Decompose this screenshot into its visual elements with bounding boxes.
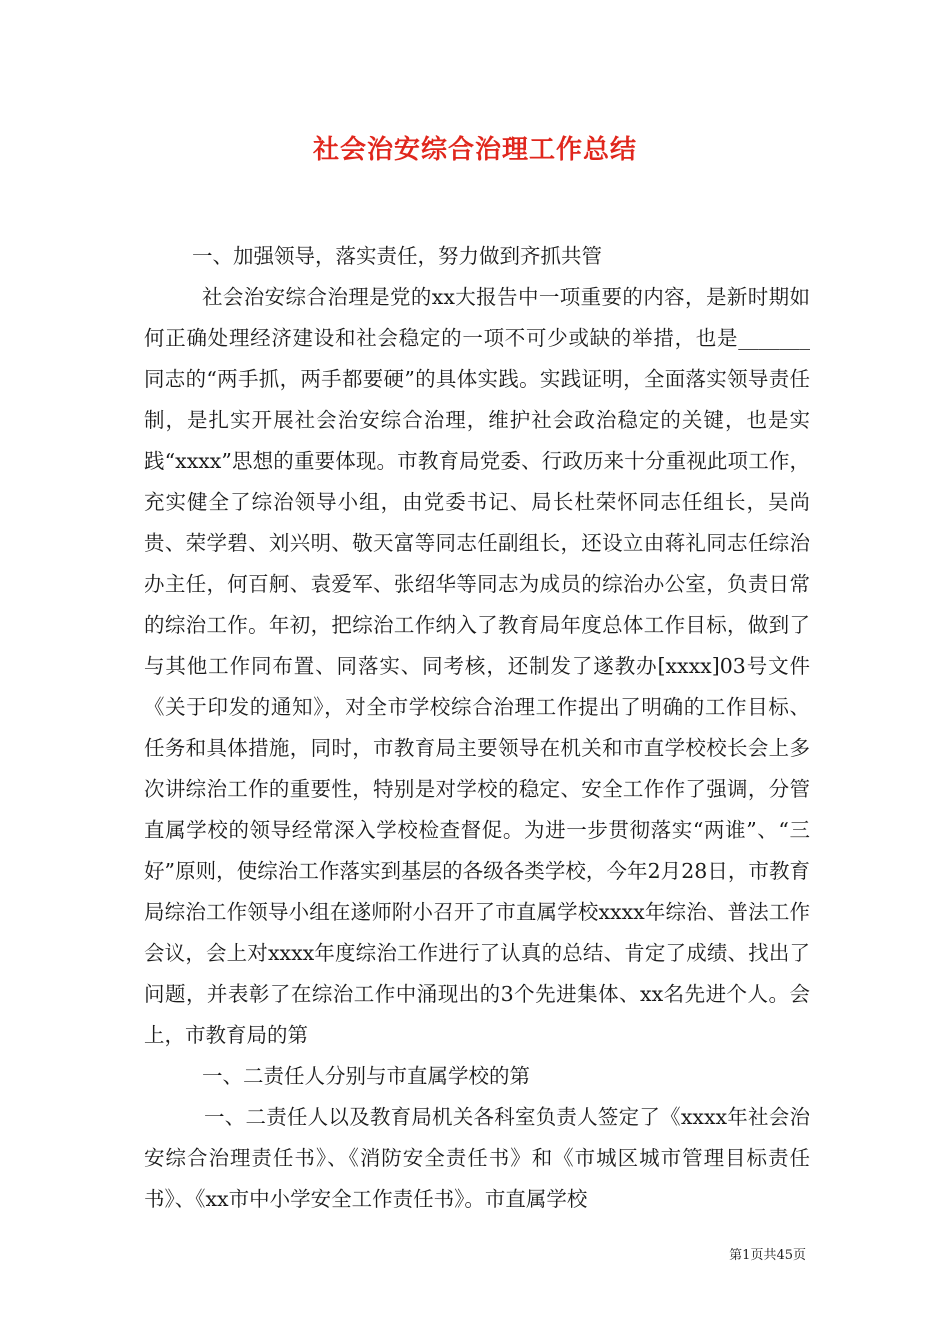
page-number-footer: 第1页共45页 bbox=[729, 1248, 806, 1263]
body-subheading: 一、二责任人分别与市直属学校的第 bbox=[202, 1064, 530, 1088]
document-body bbox=[144, 236, 810, 1220]
body-paragraph-1: 社会治安综合治理是党的xx大报告中一项重要的内容，是新时期如何正确处理经济建设和社会稳定的一项不可少或缺的举措，也是_______同志的“两手抓，两手都要硬”的具体实践。实践证明，全面落实领导责任制，是扎实开展社会治安综合治理，维护社会政治稳定的关键，也是实践“xxxx”思想的重要体现。市教育局党委、行政历来十分重视此项工作，充实健全了综治领导小组，由党委书记、局长杜荣怀同志任组长，吴尚贵、荣学碧、刘兴明、敬天富等同志任副组长，还设立由蒋礼同志任综治办主任，何百舸、袁爱军、张绍华等同志为成员的综治办公室，负责日常的综治工作。年初，把综治工作纳入了教育局年度总体工作目标，做到了与其他工作同布置、同落实、同考核，还制发了遂教办[xxxx]03号文件《关于印发的通知》，对全市学校综合治理工作提出了明确的工作目标、任务和具体措施，同时，市教育局主要领导在机关和市直学校校长会上多次讲综治工作的重要性，特别是对学校的稳定、安全工作作了强调，分管直属学校的领导经常深入学校检查督促。为进一步贯彻落实“两谁”、“三好”原则，使综治工作落实到基层的各级各类学校，今年2月28日，市教育局综治工作领导小组在遂师附小召开了市直属学校xxxx年综治、普法工作会议，会上对xxxx年度综治工作进行了认真的总结、肯定了成绩、找出了问题，并表彰了在综治工作中涌现出的3个先进集体、xx名先进个人。会上，市教育局的第 bbox=[144, 285, 810, 1047]
document-title: 社会治安综合治理工作总结 bbox=[312, 135, 637, 165]
body-paragraph-2: 一、二责任人以及教育局机关各科室负责人签定了《xxxx年社会治安综合治理责任书》、《消防安全责任书》和《市城区城市管理目标责任书》、《xx市中小学安全工作责任书》。市直属学校 bbox=[144, 1105, 810, 1211]
section-heading: 一、加强领导，落实责任，努力做到齐抓共管 bbox=[192, 244, 602, 268]
